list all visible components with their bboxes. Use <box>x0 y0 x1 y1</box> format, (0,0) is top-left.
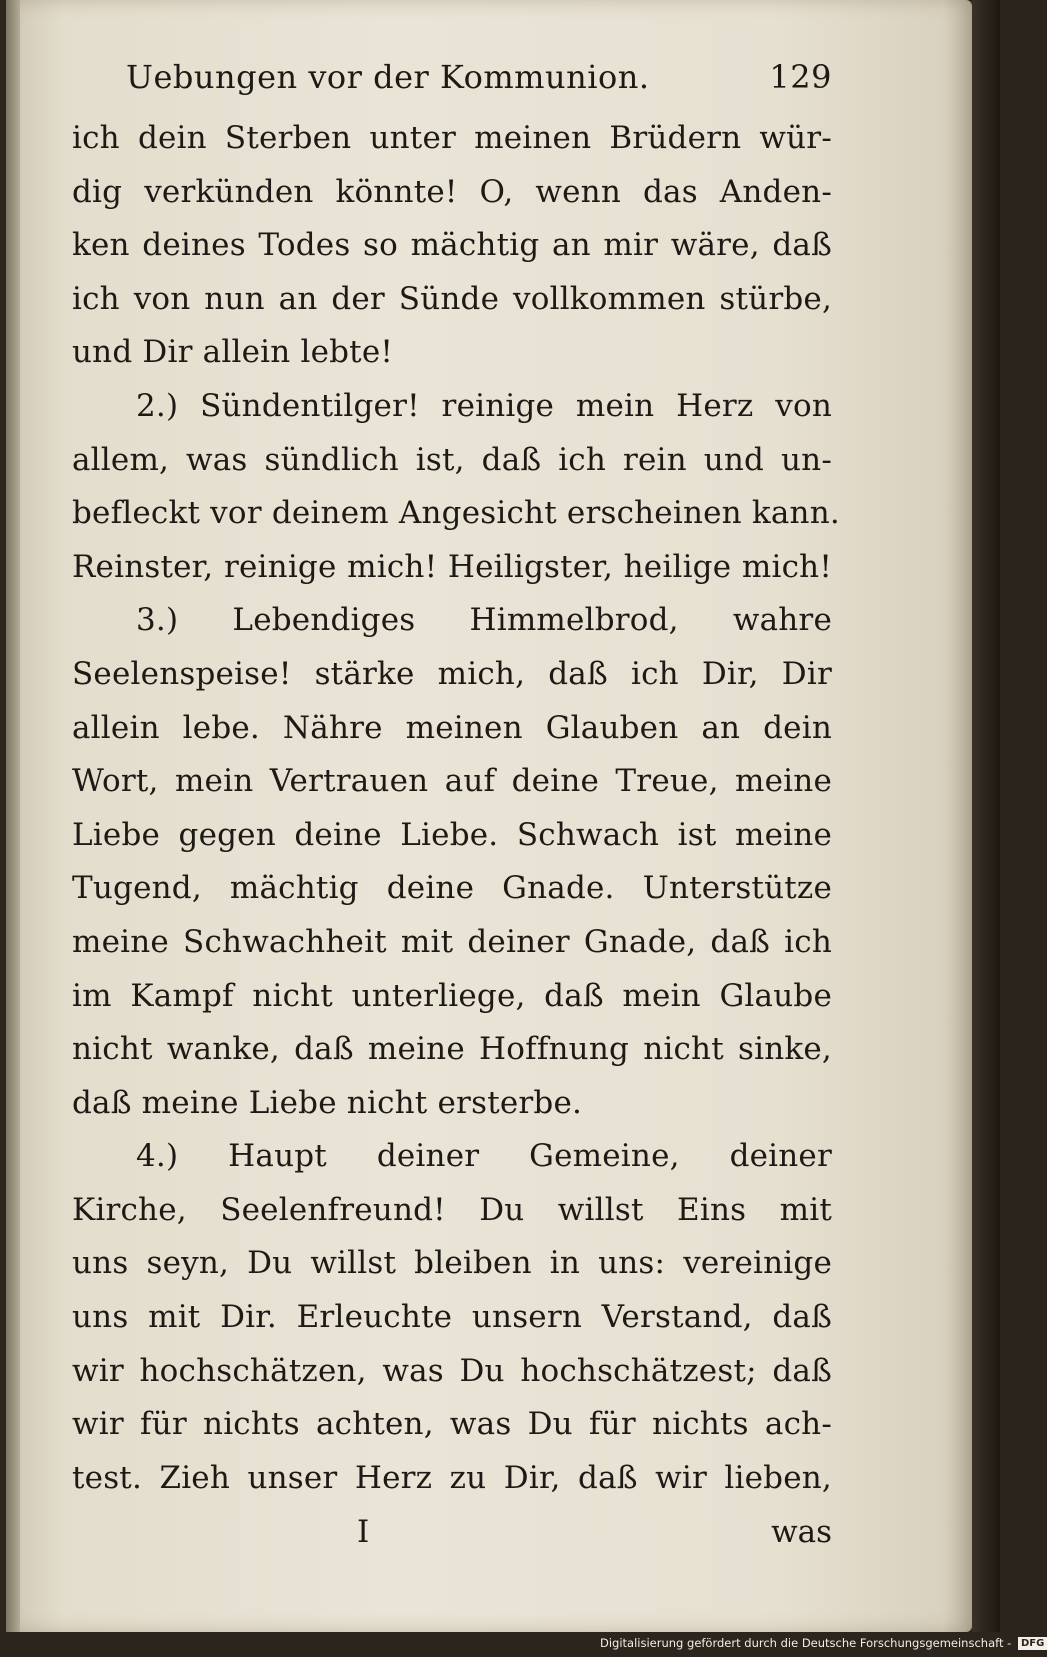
text-line: nicht wanke, daß meine Hoffnung nicht sinke, <box>72 1031 832 1068</box>
page-footer <box>72 1505 832 1559</box>
catchword: was <box>771 1514 832 1551</box>
text-line: Tugend, mächtig deine Gnade. Unterstütze <box>72 870 832 907</box>
text-line: ich dein Sterben unter meinen Brüdern wür- <box>72 120 832 156</box>
text-line: allem, was sündlich ist, daß ich rein und un- <box>72 441 832 478</box>
text-line: uns mit Dir. Erleuchte unsern Verstand, daß <box>72 1299 832 1336</box>
text-line: allein lebe. Nähre meinen Glauben an dein <box>72 709 832 746</box>
text-line: Reinster, reinige mich! Heiligster, heilige mich! <box>72 548 832 585</box>
text-line: ich von nun an der Sünde vollkommen stürbe, <box>72 280 832 317</box>
text-line: und Dir allein lebte! <box>72 334 394 371</box>
body-text <box>72 112 840 1505</box>
text-line: Liebe gegen deine Liebe. Schwach ist meine <box>72 816 832 853</box>
text-line: ken deines Todes so mächtig an mir wäre, daß <box>72 227 832 264</box>
text-line: 2.) Sündentilger! reinige mein Herz von <box>136 387 832 424</box>
page-header <box>72 58 832 112</box>
text-line: uns seyn, Du willst bleiben in uns: vereinige <box>72 1245 832 1282</box>
text-line: daß meine Liebe nicht ersterbe. <box>72 1084 583 1121</box>
page-number: 129 <box>769 58 832 96</box>
book-page <box>6 0 972 1632</box>
digitization-credit <box>600 1636 1047 1650</box>
text-line: Seelenspeise! stärke mich, daß ich Dir, Dir <box>72 655 832 692</box>
text-line: Kirche, Seelenfreund! Du willst Eins mit <box>72 1191 832 1228</box>
page-gutter <box>6 0 20 1632</box>
text-line: im Kampf nicht unterliege, daß mein Glaube <box>72 977 832 1014</box>
text-line: 3.) Lebendiges Himmelbrod, wahre <box>136 602 832 639</box>
dfg-logo: DFG <box>1018 1637 1047 1650</box>
text-line: befleckt vor deinem Angesicht erscheinen kann. <box>72 495 840 532</box>
page-edge-shadow <box>972 0 1000 1632</box>
signature-mark: I <box>357 1514 370 1551</box>
text-line: dig verkünden könnte! O, wenn das Anden- <box>72 173 832 210</box>
page-text-block <box>72 58 840 1559</box>
text-line: wir für nichts achten, was Du für nichts ach- <box>72 1406 832 1443</box>
credit-text: Digitalisierung gefördert durch die Deutsche Forschungsgemeinschaft - <box>600 1636 1012 1650</box>
text-line: 4.) Haupt deiner Gemeine, deiner <box>136 1138 832 1175</box>
text-line: wir hochschätzen, was Du hochschätzest; daß <box>72 1352 832 1389</box>
running-head: Uebungen vor der Kommunion. <box>126 58 650 96</box>
text-line: Wort, mein Vertrauen auf deine Treue, meine <box>72 763 832 800</box>
text-line: meine Schwachheit mit deiner Gnade, daß ich <box>72 923 832 960</box>
text-line: test. Zieh unser Herz zu Dir, daß wir lieben, <box>72 1459 832 1496</box>
